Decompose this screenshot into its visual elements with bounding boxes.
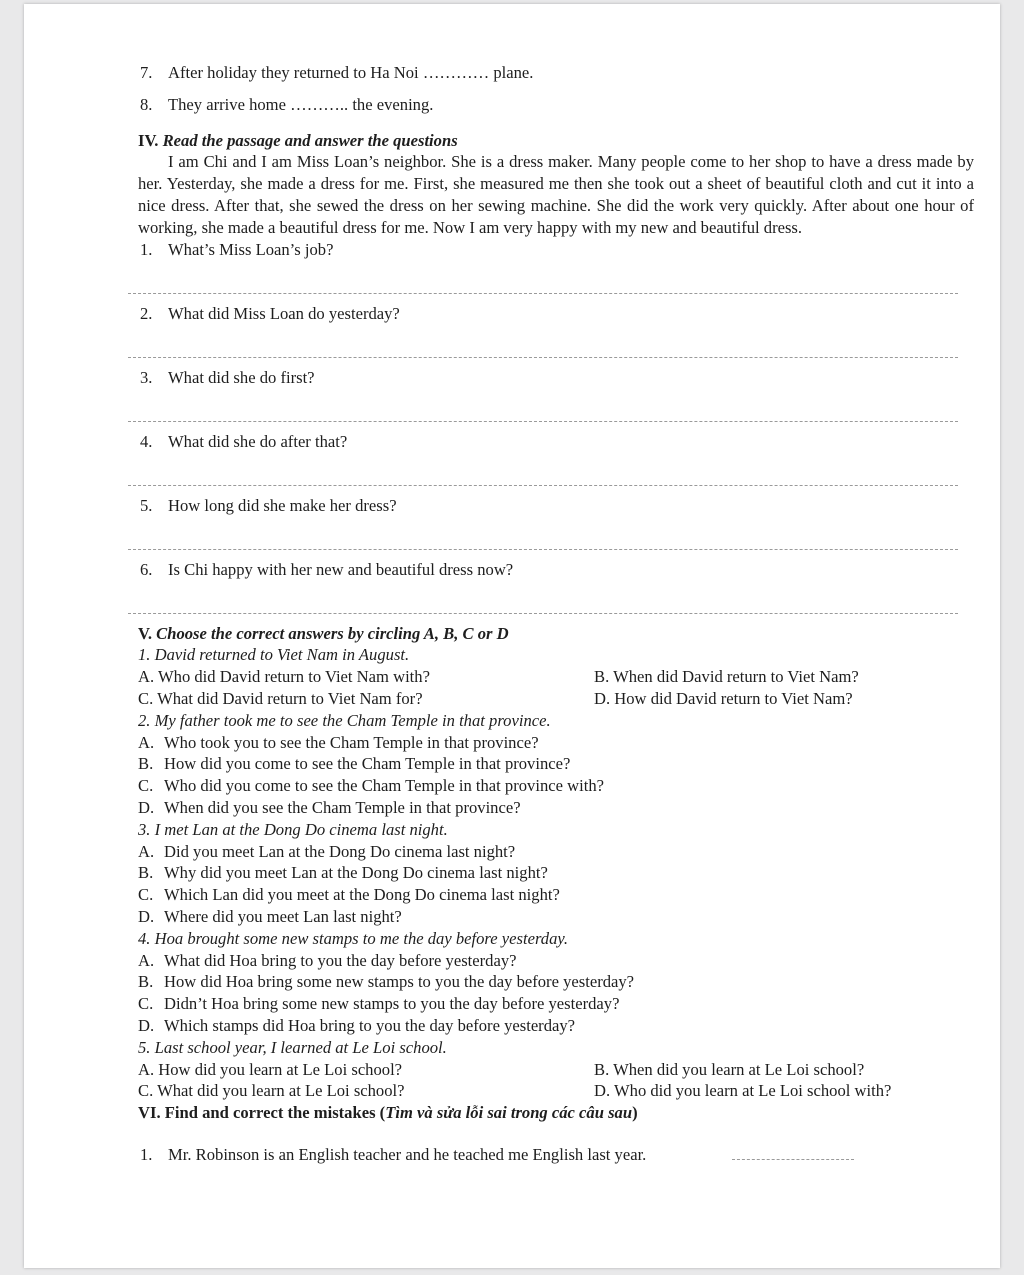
item-number: 7.	[140, 63, 153, 82]
option-a[interactable]: A. How did you learn at Le Loi school?	[138, 1059, 403, 1079]
question-text: What did she do first?	[168, 367, 315, 387]
option-c[interactable]: C. Who did you come to see the Cham Temple in that province with?	[138, 776, 605, 796]
answer-line[interactable]	[128, 612, 958, 614]
section-title: VI. Find and correct the mistakes (	[138, 1103, 386, 1123]
section-number: V.	[138, 623, 152, 643]
option-d[interactable]: D. Where did you meet Lan last night?	[138, 906, 402, 926]
mc-question-5-row-2	[138, 1080, 978, 1102]
answer-line[interactable]	[128, 420, 958, 422]
option-c[interactable]: C. Which Lan did you meet at the Dong Do cinema last night?	[138, 885, 560, 905]
fill-item-7	[138, 62, 978, 84]
mc-question-2-stem: 2. My father took me to see the Cham Temple in that province.	[138, 710, 551, 730]
option-a[interactable]: A. What did Hoa bring to you the day before yesterday?	[138, 950, 517, 970]
option-d[interactable]: D. When did you see the Cham Temple in that province?	[138, 797, 521, 817]
worksheet-content	[138, 62, 978, 1166]
option-a[interactable]: A. Who took you to see the Cham Temple in that province?	[138, 732, 539, 752]
option-c[interactable]: C. What did you learn at Le Loi school?	[138, 1081, 405, 1101]
section-number: IV.	[138, 130, 159, 150]
option-b[interactable]: B. How did you come to see the Cham Temple in that province?	[138, 754, 571, 774]
question-2	[138, 303, 978, 367]
section-4-heading	[138, 130, 978, 152]
mc-question-4-stem: 4. Hoa brought some new stamps to me the day before yesterday.	[138, 928, 568, 948]
question-number: 6.	[140, 559, 153, 579]
option-b[interactable]: B. When did you learn at Le Loi school?	[594, 1059, 865, 1079]
question-6	[138, 559, 978, 623]
answer-line[interactable]	[128, 292, 958, 294]
reading-passage: I am Chi and I am Miss Loan’s neighbor. She is a dress maker. Many people come to her shop to have a dress made by her. Yesterday, she made a dress for me. First, she measured me then she took out a sheet of beautiful cloth and cut it into a nice dress. After that, she sewed the dress on her sewing machine. She did the work very quickly. After about one hour of working, she made a beautiful dress for me. Now I am very happy with my new and beautiful dress.	[138, 152, 974, 237]
mistake-item-1	[138, 1144, 978, 1166]
section-title: Read the passage and answer the questions	[162, 130, 458, 150]
question-number: 2.	[140, 303, 153, 323]
question-text: What did Miss Loan do yesterday?	[168, 303, 400, 323]
option-a[interactable]: A. Who did David return to Viet Nam with?	[138, 667, 430, 687]
mc-question-5-stem: 5. Last school year, I learned at Le Loi school.	[138, 1037, 447, 1057]
option-c[interactable]: C. What did David return to Viet Nam for?	[138, 688, 423, 708]
correction-line[interactable]	[732, 1158, 854, 1160]
item-text: They arrive home ……….. the evening.	[168, 94, 434, 114]
question-text: What did she do after that?	[168, 431, 348, 451]
option-d[interactable]: D. How did David return to Viet Nam?	[594, 688, 853, 708]
question-number: 3.	[140, 367, 153, 387]
option-b[interactable]: B. When did David return to Viet Nam?	[594, 667, 859, 687]
question-text: Is Chi happy with her new and beautiful dress now?	[168, 559, 514, 579]
item-text: Mr. Robinson is an English teacher and he teached me English last year.	[168, 1144, 647, 1164]
mc-question-3-stem: 3. I met Lan at the Dong Do cinema last night.	[138, 819, 448, 839]
question-text: What’s Miss Loan’s job?	[168, 239, 334, 259]
mc-question-1-row-1	[138, 666, 978, 688]
option-c[interactable]: C. Didn’t Hoa bring some new stamps to you the day before yesterday?	[138, 994, 620, 1014]
section-6-heading: VI. Find and correct the mistakes (Tìm và sửa lỗi sai trong các câu sau)	[138, 1103, 638, 1123]
question-number: 1.	[140, 239, 153, 259]
section-5-heading	[138, 623, 978, 645]
item-number: 8.	[140, 94, 153, 114]
question-4	[138, 431, 978, 495]
option-d[interactable]: D. Which stamps did Hoa bring to you the day before yesterday?	[138, 1015, 576, 1035]
section-title: Choose the correct answers by circling A, B, C or D	[156, 623, 509, 643]
question-number: 4.	[140, 431, 153, 451]
option-d[interactable]: D. Who did you learn at Le Loi school with?	[594, 1081, 892, 1101]
fill-item-8	[138, 94, 978, 116]
answer-line[interactable]	[128, 548, 958, 550]
answer-line[interactable]	[128, 356, 958, 358]
mc-question-1-stem: 1. David returned to Viet Nam in August.	[138, 645, 410, 665]
item-text: After holiday they returned to Ha Noi ………… plane.	[168, 63, 534, 82]
question-number: 5.	[140, 495, 153, 515]
worksheet-page	[24, 4, 1000, 1268]
option-b[interactable]: B. How did Hoa bring some new stamps to you the day before yesterday?	[138, 972, 635, 992]
mc-question-1-row-2	[138, 688, 978, 710]
option-b[interactable]: B. Why did you meet Lan at the Dong Do cinema last night?	[138, 863, 548, 883]
question-text: How long did she make her dress?	[168, 495, 397, 515]
mc-question-5-row-1	[138, 1059, 978, 1081]
section-title-vietnamese: Tìm và sửa lỗi sai trong các câu sau	[385, 1103, 633, 1123]
question-1	[138, 239, 978, 303]
item-number: 1.	[140, 1144, 153, 1164]
question-3	[138, 367, 978, 431]
question-5	[138, 495, 978, 559]
option-a[interactable]: A. Did you meet Lan at the Dong Do cinema last night?	[138, 841, 516, 861]
answer-line[interactable]	[128, 484, 958, 486]
